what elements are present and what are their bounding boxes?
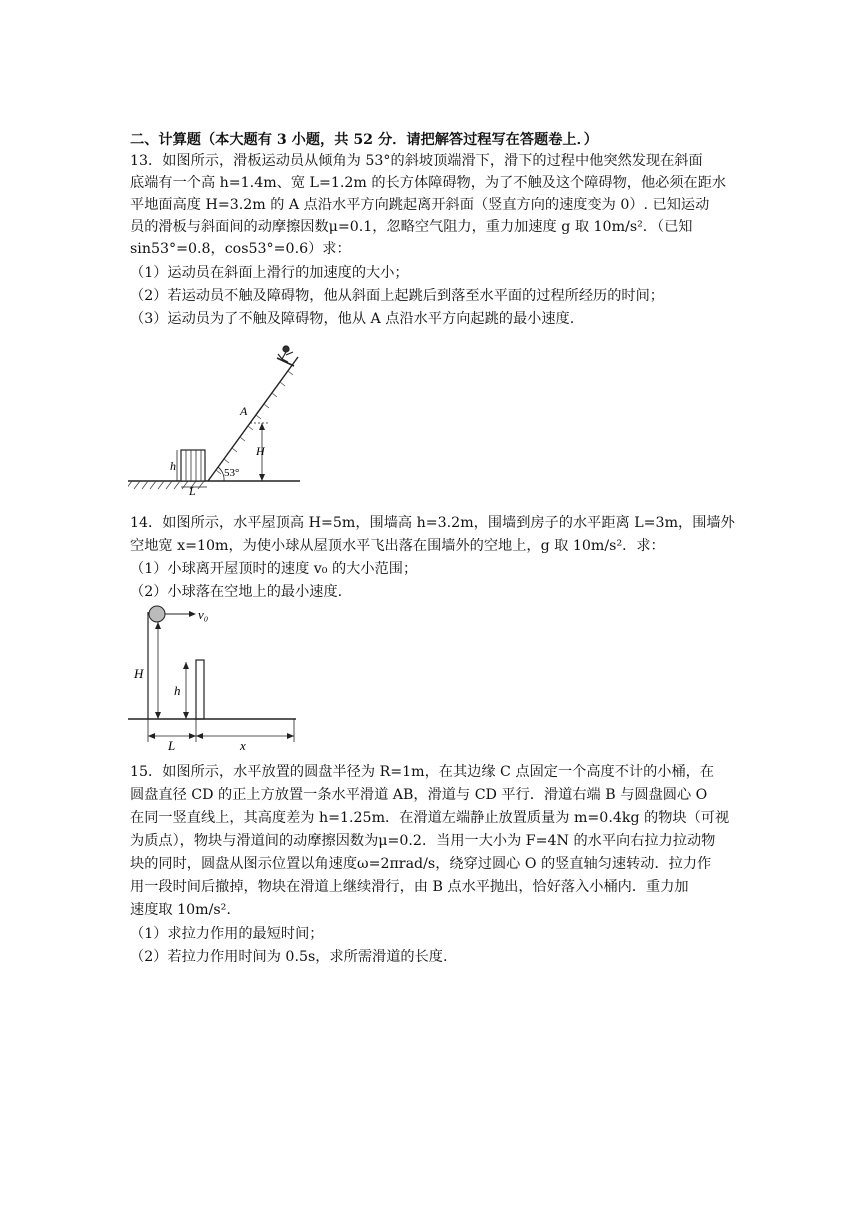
q14-line: 14．如图所示，水平屋顶高 H=5m，围墙高 h=3.2m，围墙到房子的水平距离 L=3m，围墙外 <box>130 515 735 531</box>
q15-line: 15．如图所示，水平放置的圆盘半径为 R=1m，在其边缘 C 点固定一个高度不计的小桶，在 <box>130 764 715 780</box>
q14-sub1: （1）小球离开屋顶时的速度 v₀ 的大小范围； <box>130 561 418 577</box>
label-h: h <box>170 459 176 473</box>
label-h: h <box>174 683 181 698</box>
q15-line: 块的同时，圆盘从图示位置以角速度ω=2πrad/s，绕穿过圆心 O 的竖直轴匀速转动．拉力作 <box>130 856 712 872</box>
label-H: H <box>256 444 265 458</box>
q14-line: 空地宽 x=10m，为使小球从屋顶水平飞出落在围墙外的空地上，g 取 10m/s²．求： <box>130 538 665 554</box>
skier-icon <box>277 346 294 366</box>
label-L: L <box>189 484 196 495</box>
label-x: x <box>240 738 246 750</box>
q13-sub1: （1）运动员在斜面上滑行的加速度的大小； <box>130 265 409 281</box>
label-angle: 53° <box>224 467 240 479</box>
q15-line: 在同一竖直线上，其高度差为 h=1.25m．在滑道左端静止放置质量为 m=0.4kg 的物块（可视 <box>130 810 730 826</box>
label-A: A <box>240 404 248 418</box>
q13-slope-figure <box>128 335 308 495</box>
section-title: 二、计算题（本大题有 3 小题，共 52 分．请把解答过程写在答题卷上．） <box>130 132 598 148</box>
q15-line: 为质点），物块与滑道间的动摩擦因数为μ=0.2．当用一大小为 F=4N 的水平向右拉力拉动物 <box>130 833 716 849</box>
q15-line: 用一段时间后撤掉，物块在滑道上继续滑行，由 B 点水平抛出，恰好落入小桶内．重力加 <box>130 879 689 895</box>
q15-line: 圆盘直径 CD 的正上方放置一条水平滑道 AB，滑道与 CD 平行．滑道右端 B 与圆盘圆心 O <box>130 787 708 803</box>
label-H: H <box>134 666 144 681</box>
fence-wall <box>196 660 204 719</box>
slope-line <box>208 357 298 481</box>
ball-icon <box>149 606 165 622</box>
q15-sub1: （1）求拉力作用的最短时间； <box>130 926 324 942</box>
q15-line: 速度取 10m/s². <box>130 902 231 918</box>
label-L: L <box>168 738 176 750</box>
slope-hatching <box>216 371 293 474</box>
q13-line: 底端有一个高 h=1.4m、宽 L=1.2m 的长方体障碍物，为了不触及这个障碍物，他必须在距水 <box>130 175 727 191</box>
q14-sub2: （2）小球落在空地上的最小速度. <box>130 584 343 600</box>
q15-sub2: （2）若拉力作用时间为 0.5s，求所需滑道的长度. <box>130 949 448 965</box>
q13-line: 平地面高度 H=3.2m 的 A 点沿水平方向跳起离开斜面（竖直方向的速度变为 0）. 已知运动 <box>130 197 710 213</box>
q13-line: 13．如图所示，滑板运动员从倾角为 53°的斜坡顶端滑下，滑下的过程中他突然发现在斜面 <box>130 153 703 169</box>
label-v0: v₀ <box>198 607 209 622</box>
q13-sub2: （2）若运动员不触及障碍物，他从斜面上起跳后到落至水平面的过程所经历的时间； <box>130 288 664 304</box>
q13-sub3: （3）运动员为了不触及障碍物，他从 A 点沿水平方向起跳的最小速度. <box>130 311 575 327</box>
q14-rooftop-figure <box>128 602 300 750</box>
q13-line: 员的滑板与斜面间的动摩擦因数μ=0.1，忽略空气阻力，重力加速度 g 取 10m/s²．（已知 <box>130 219 693 235</box>
q13-line: sin53°=0.8，cos53°=0.6）求： <box>130 241 351 257</box>
